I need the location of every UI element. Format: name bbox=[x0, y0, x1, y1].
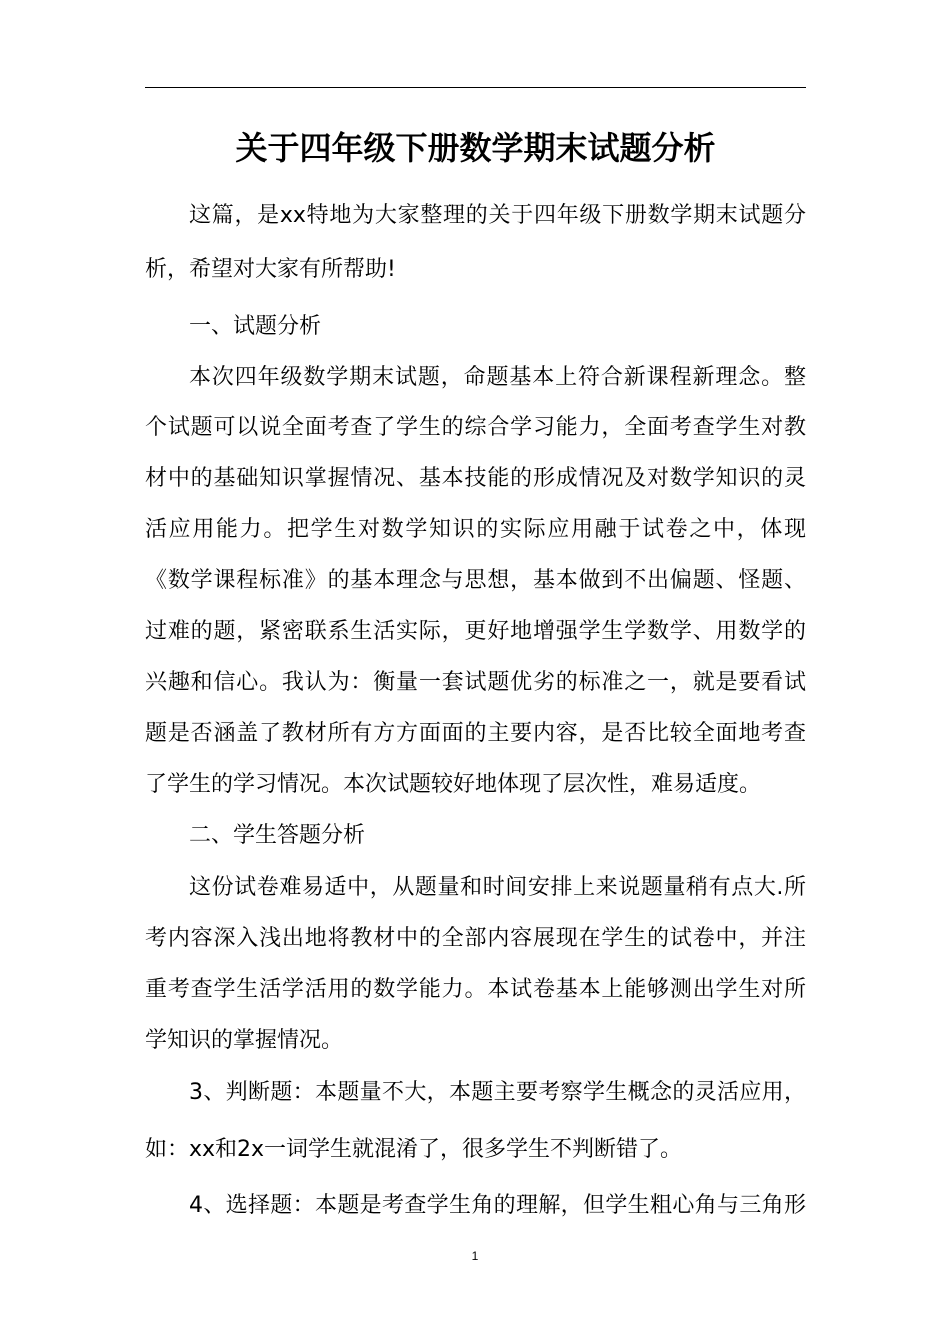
section-heading: 一、试题分析 bbox=[189, 314, 322, 339]
paragraph-line: 了学生的学习情况。本次试题较好地体现了层次性，难易适度。 bbox=[145, 772, 762, 797]
paragraph-line: 本次四年级数学期末试题，命题基本上符合新课程新理念。整 bbox=[189, 365, 806, 390]
paragraph-line: 兴趣和信心。我认为：衡量一套试题优劣的标准之一，就是要看试 bbox=[145, 670, 806, 695]
section-heading: 二、学生答题分析 bbox=[189, 823, 366, 848]
paragraph-line: 这份试卷难易适中，从题量和时间安排上来说题量稍有点大.所 bbox=[189, 875, 806, 900]
paragraph-line: 3、判断题：本题量不大，本题主要考察学生概念的灵活应用， bbox=[189, 1080, 806, 1105]
page-number: 1 bbox=[471, 1249, 479, 1263]
paragraph-line: 4、选择题：本题是考查学生角的理解，但学生粗心角与三角形 bbox=[189, 1193, 806, 1218]
paragraph-line: 考内容深入浅出地将教材中的全部内容展现在学生的试卷中，并注 bbox=[145, 926, 806, 951]
paragraph-line: 过难的题，紧密联系生活实际，更好地增强学生学数学、用数学的 bbox=[145, 619, 806, 644]
paragraph-line: 《数学课程标准》的基本理念与思想，基本做到不出偏题、怪题、 bbox=[145, 568, 806, 593]
header-rule bbox=[145, 87, 806, 88]
paragraph-line: 个试题可以说全面考查了学生的综合学习能力，全面考查学生对教 bbox=[145, 415, 806, 440]
paragraph-line: 析，希望对大家有所帮助! bbox=[145, 257, 396, 282]
paragraph-line: 这篇，是xx特地为大家整理的关于四年级下册数学期末试题分 bbox=[189, 203, 806, 228]
paragraph-line: 如：xx和2x一词学生就混淆了，很多学生不判断错了。 bbox=[145, 1137, 683, 1162]
paragraph-line: 材中的基础知识掌握情况、基本技能的形成情况及对数学知识的灵 bbox=[145, 466, 806, 491]
document-title: 关于四年级下册数学期末试题分析 bbox=[235, 129, 716, 167]
paragraph-line: 学知识的掌握情况。 bbox=[145, 1028, 344, 1053]
paragraph-line: 题是否涵盖了教材所有方方面面的主要内容，是否比较全面地考查 bbox=[145, 721, 806, 746]
paragraph-line: 活应用能力。把学生对数学知识的实际应用融于试卷之中，体现 bbox=[145, 517, 806, 542]
paragraph-line: 重考查学生活学活用的数学能力。本试卷基本上能够测出学生对所 bbox=[145, 977, 806, 1002]
